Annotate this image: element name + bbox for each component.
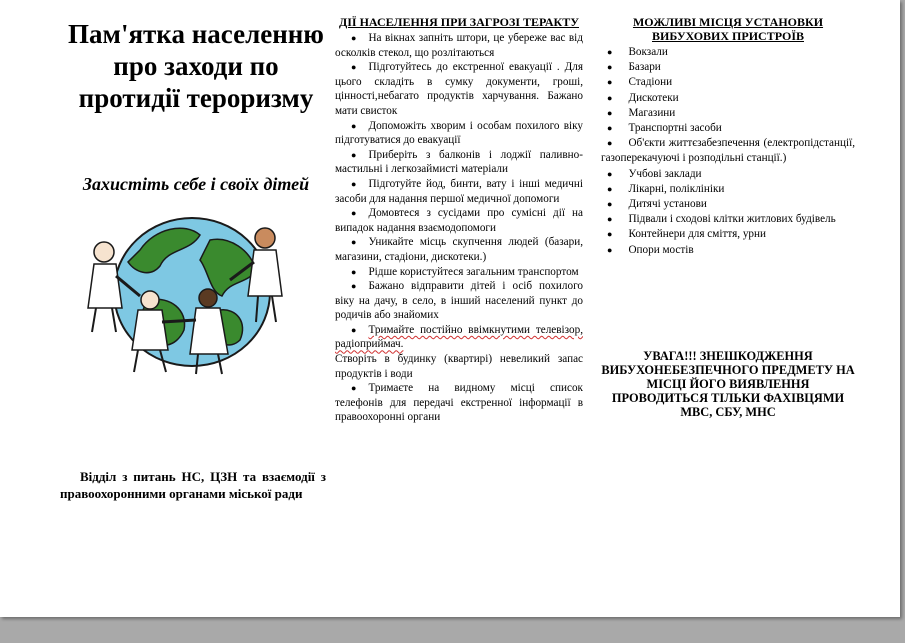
bullet-icon: ● — [351, 208, 357, 219]
list-item: ● Підвали і сходові клітки житлових будівель — [601, 212, 855, 227]
list-item: ● Домовтеся з сусідами про сумісні дії на випадок надання взаємодопомоги — [335, 207, 583, 234]
list-item: ● Дитячі установи — [601, 197, 855, 212]
bullet-icon: ● — [351, 281, 357, 292]
list-item: ● Підготуйтесь до екстренної евакуації . Для цього складіть в сумку документи, гроші, цінності,небагато продуктів харчування. Бажано мати свисток — [335, 61, 583, 117]
bullet-icon: ● — [607, 244, 613, 255]
list-item: ● Рідше користуйтеся загальним транспортом — [351, 265, 579, 278]
bullet-icon: ● — [607, 123, 613, 134]
list-item: ● Опори мостів — [601, 243, 855, 258]
actions-heading: ДІЇ НАСЕЛЕННЯ ПРИ ЗАГРОЗІ ТЕРАКТУ — [339, 15, 579, 29]
list-item: ● Тримайте постійно ввімкнутими телевізор, радіоприймач. — [335, 323, 583, 351]
list-item: ● Транспортні засоби — [601, 121, 855, 136]
list-item: ● Допоможіть хворим і особам похилого віку підготуватися до евакуації — [335, 119, 583, 147]
locations-heading: МОЖЛИВІ МІСЦЯ УСТАНОВКИ ВИБУХОВИХ ПРИСТРОЇВ — [632, 15, 824, 43]
actions-column — [335, 15, 583, 425]
globe-children-illustration — [80, 200, 305, 380]
bullet-icon: ● — [351, 149, 357, 160]
department-name: Відділ з питань НС, ЦЗН та взаємодії з правоохоронними органами міської ради — [60, 469, 326, 501]
bullet-icon: ● — [351, 324, 357, 335]
bullet-icon: ● — [607, 138, 613, 149]
bullet-icon: ● — [607, 168, 613, 179]
bullet-icon: ● — [351, 33, 357, 43]
window-background — [0, 622, 905, 643]
bullet-icon: ● — [351, 178, 357, 189]
locations-list — [601, 45, 855, 258]
list-item: ● Базари — [601, 60, 855, 75]
list-item: ● Приберіть з балконів і лоджії паливно-мастильні і легкозаймисті матеріали — [335, 148, 583, 176]
supplies-note: Створіть в будинку (квартирі) невеликий запас продуктів і води — [335, 353, 583, 380]
bullet-icon: ● — [607, 199, 613, 210]
list-item: ● Дискотеки — [601, 91, 855, 106]
list-item: ● Бажано відправити дітей і осіб похилого віку на дачу, в село, в інший населений пункт до родичів або знайомих — [335, 280, 583, 322]
bullet-icon: ● — [607, 229, 613, 240]
bullet-icon: ● — [607, 107, 613, 118]
list-item: ● На вікнах запніть штори, це убереже вас від осколків стекол, що розлітаються — [335, 32, 583, 59]
list-item: ● Учбові заклади — [601, 167, 855, 182]
list-item: ● Уникайте місць скупчення людей (базари, магазини, стадіони, дискотеки.) — [335, 236, 583, 263]
bullet-icon: ● — [607, 92, 613, 103]
warning-notice: УВАГА!!! ЗНЕШКОДЖЕННЯ ВИБУХОНЕБЕЗПЕЧНОГО ПРЕДМЕТУ НА МІСЦІ ЙОГО ВИЯВЛЕННЯ ПРОВОДИТЬСЯ ТІЛЬКИ ФАХІВЦЯМИ МВС, СБУ, МНС — [601, 349, 855, 419]
list-item: ● Стадіони — [601, 75, 855, 90]
locations-column — [601, 15, 855, 258]
list-item: ● Об'єкти життєзабезпечення (електропідстанції, газоперекачуючі і розподільні станції.) — [601, 137, 855, 165]
page-title: Пам'ятка населенню про заходи по протидії тероризму — [68, 19, 324, 113]
list-item: ● Магазини — [601, 106, 855, 121]
bullet-icon: ● — [607, 77, 613, 88]
bullet-icon: ● — [607, 47, 613, 57]
bullet-icon: ● — [351, 120, 357, 131]
list-item: ● Лікарні, поліклініки — [601, 182, 855, 197]
bullet-icon: ● — [351, 266, 357, 277]
actions-list — [335, 31, 583, 425]
bullet-icon: ● — [351, 62, 357, 73]
bullet-icon: ● — [351, 237, 357, 248]
list-item: ● Підготуйте йод, бинти, вату і інші медичні засоби для надання першої медичної допомоги — [335, 177, 583, 205]
page-subtitle: Захистіть себе і своїх дітей — [82, 174, 310, 194]
bullet-icon: ● — [607, 62, 613, 73]
list-item: ● Вокзали — [601, 45, 855, 60]
list-item: ● Тримаєте на видному місці список телефонів для передачі екстренної інформації в правоохоронні органи — [335, 382, 583, 424]
bullet-icon: ● — [607, 183, 613, 194]
bullet-icon: ● — [351, 383, 357, 394]
bullet-icon: ● — [607, 214, 613, 225]
list-item: ● Контейнери для сміття, урни — [601, 227, 855, 242]
